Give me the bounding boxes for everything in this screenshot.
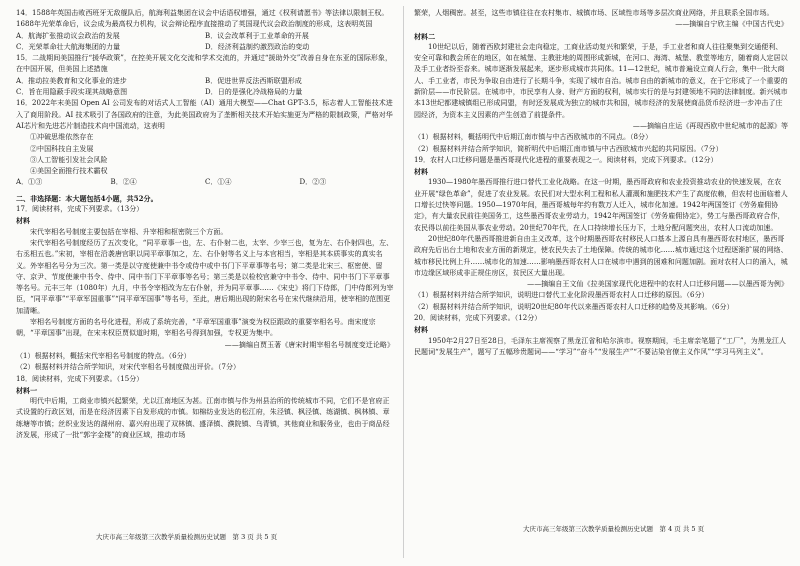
page-footer-left: 大庆市高三年级第三次教学质量检测历史试题 第 3 页 共 5 页 [96, 533, 278, 541]
q16-item-3: ③人工智能引发社会风险 [30, 155, 108, 164]
q18-source-1: ——摘编自宁欣主编《中国古代史》 [675, 20, 788, 29]
q19-para-1: 1930—1980年墨西哥推行进口替代工业化战略。在这一时期，墨西哥政府和农业投资推动农业的快速发展，在农业开展“绿色革命”，促进了农业发展。农民们对大型水利工程和私人灌溉和施肥技术产生了高度依赖，但农村也面临着人口增长过快等问题。1950—1970年间，墨西哥城每年约有数万人迁入，城市化加速。1942年两国签订《劳务雇佣协定》，有大量农民前往美国务工，这些墨西哥农业劳动力，1942年两国签订《劳务雇佣协定》，势工与墨西哥政府合作，农民得以前往美国从事农业劳动。20世纪70年代，在人口持续增长压力下，土地分配问题突出，农村人口流动加速。 [414, 178, 788, 232]
q19-source: ——摘编自王文仙《拉美国家现代化进程中的农村人口迁移问题——以墨西哥为例》 [527, 280, 788, 289]
q17-para-1: 宋代宰相名号制度主要包括在宰相、升宰相和枢密院三个方面。 [30, 227, 228, 236]
q18-heading: 18．阅读材料，完成下列要求。（15分） [16, 374, 144, 383]
q16-option-a: A．①③ [16, 178, 43, 187]
q17-question-1: （1）根据材料，概括宋代宰相名号制度的特点。（6分） [16, 351, 191, 360]
q15-option-c: C．旨在用隐蔽手段实现其战略意图 [16, 88, 128, 97]
q18-material-1-cont: 繁荣，人烟稠密。甚至，这些市镇往往在农村集市、城镇市场、区域性市场等多层次商业网络，并且联系全国市场。 [414, 9, 774, 17]
q15-stem: 15．二战期间美国推行“援华政策”，在控美开展文化交流和学术交流的，并通过“援助外交”改善自身在东亚的国际形象，在中国开展，但美国上述措施 [16, 54, 393, 74]
q17-para-2: 宋代宰相名号制度经历了五次变化，“同平章事一也，左、右仆射二也，太宰、少宰三也，复为左、右仆射四也，左、右丞相五也。”宋初，宰相在沿袭唐官职以同平章事加之，左、右仆射等名义上与本官相当，宰相是其本质事实的真实名义。外宰相名号分为三次。第一类是以守度使兼中书令或侍中或中书门下平章事等名号；第二类是北宋三、枢密使、留守、京尹、节度使兼中书令、侍中、同中书门下平章事等名号；第三类是以检校官兼守中书令、侍中、同中书门下平章事等名号。元丰三年（1080年）九月，中书令宰相改为左右仆射，并为同平章事……《宋史》将门下侍郎，门中侍郎列为宰臣，“同平章事”“平章军国重事”“同平章军国事”等名号，至此，唐后期出现的附宋名号在宋代继续沿用，使宰相的范围更加清晰。 [16, 238, 394, 315]
q17-material-label: 材料 [16, 216, 31, 226]
q17-question-2: （2）根据材料并结合所学知识，对宋代宰相名号制度做出评价。（7分） [16, 363, 241, 372]
left-column [16, 8, 394, 441]
right-column [414, 8, 788, 358]
q14-option-a: A．航海扩张推动议会政治的发展 [16, 31, 120, 40]
q19-para-2: 20世纪80年代墨西哥推进新自由主义改革，这个时期墨西哥农村移民人口基本上源自具有墨西哥农村地区，墨西哥政府先后出台土地和农业方面的新规定，使农民失去了土地保障。传统的城市化……城市通过这个过程逐渐扩展的网络、城市移民比例上升……城市化的加速……影响墨西哥农村人口在城市中遇到的困难和问题加剧。面对农村人口的涌入，城市边缘区域形成非正规住房区，贫民区大量出现。 [414, 234, 788, 277]
q18-material-2-label: 材料二 [414, 31, 436, 41]
q16-stem: 16．2022年末美国 Open AI 公司发布的对话式人工智能（AI）通用大模型——Chat GPT-3.5，标志着人工智能技术进入了商用阶段。AI 技术吸引了各国政府的注意，为此美国政府为了垄断相关技术开始实施更为严格的限制政策，严格对华AI芯片和先进芯片制造技术向中国流动，这表明 [16, 99, 393, 130]
q18-material-2-para: 10世纪以后，随着西欧封建社会走向稳定，工商业活动复兴和繁荣，于是，手工业者和商人往往聚集到交通便利、安全可靠和教会所在的地区，如在城堡、主教驻地的周围形成新城，在河口、海湾、城堡、教堂等地方，随着商人定居以及手工业者纷至沓来。城市逐渐发展起来，逐步形成城市共同体。11—12世纪，城市普遍设立商人行会，集中一批大商人、手工业者，市民为争取自由进行了长期斗争，实现了城市自治。城市自由的新城市的意义，在于它形成了一个重要的新阶层——市民阶层。在城市中，市民享有人身、财产方面的权利，城市实行的是与封建领地不同的法律制度。新兴城市本13世纪都建城镇组已形成同盟，有时还发展成为独立的城市共和国，城市经济的发展使商品货币经济进一步冲击了庄园经济，为资本主义因素的产生创造了前提条件。 [414, 42, 788, 119]
q15-option-a: A．推动拉美教育和文化事业的进步 [16, 76, 127, 85]
q14-option-c: C．光荣革命壮大航海集团的力量 [16, 42, 121, 51]
q15-options [16, 76, 394, 99]
q16-item-2: ②中国科技自主发展 [30, 144, 94, 153]
q16-item-4: ④美国全面推行技术霸权 [30, 167, 108, 176]
q16-option-c: C．①④ [205, 178, 232, 187]
page-footer-right: 大庆市高三年级第三次教学质量检测历史试题 第 4 页 共 5 页 [523, 525, 705, 533]
q18-question-1: （1）根据材料，概括明代中后期江南市镇与中古西欧城市的不同点。（8分） [414, 133, 653, 142]
q16-options [16, 177, 394, 188]
q14-options [16, 31, 394, 54]
q15-option-b: B．促进世界反法西斯联盟形成 [205, 76, 302, 85]
q14-stem: 14．1588年英国击败西班牙无敌舰队后，航海利益集团在议会中话语权增强，通过《权利请愿书》等法律以限制王权。1688年光荣革命后，议会成为最高权力机构，议会辩论程序直接推动了英国现代议会政治制度的形成，这表明英国 [16, 9, 389, 29]
q19-question-1: （1）根据材料并结合所学知识，说明进口替代工业化阶段墨西哥农村人口迁移的原因。（6分） [414, 291, 709, 300]
q17-para-3: 宰相名号制度方面的名号化进程，形成了系统完善，“平章军国重事”演变为权臣跟政的重要宰相名号。南宋度宗朝，“平章国事”出现，在宋末权臣贾似道时期，宰相名号得到加强，专权更为集中。 [16, 318, 376, 338]
q16-item-1: ①冲破思维依然存在 [30, 133, 94, 142]
q14-option-d: D．经济利益制约激烈政治的变动 [205, 42, 310, 51]
q18-material-1-label: 材料一 [16, 385, 38, 395]
q19-question-2: （2）根据材料并结合所学知识，说明20世纪80年代以来墨西哥农村人口迁移的趋势及其影响。（6分） [414, 302, 734, 311]
q14-option-b: B．议会改革利于工业革命的开展 [205, 31, 309, 40]
q18-material-1-para: 明代中后期，工商业市镇兴起繁荣，尤以江南地区为甚。江南市镇与作为州县治所的传统城市不同，它们不是官府正式设置的行政区划，而是在经济因素下自发形成的市镇。如棉纺业发达的松江府，朱泾镇、枫泾镇、练湖镇、枫林镇、章练塘等市镇；丝织业发达的湖州府、嘉兴府出现了双林镇、盛泽镇、濮院镇、乌青镇，其他商业和服务业，也由于商品经济发展，形成了一批“郭字金楼”的商业区域，推动市场 [16, 397, 390, 439]
q20-heading: 20．阅读材料，完成下列要求。（12分） [414, 314, 542, 323]
section-2-heading: 二、非选择题：本大题包括4小题，共52分。 [16, 193, 158, 203]
q15-option-d: D．日的是强化冷战格局的力量 [205, 88, 303, 97]
q18-source-2: ——摘编自庄运《再现西欧中世纪城市的起源》等 [632, 121, 788, 130]
q20-para: 1950年2月27日至28日，毛泽东主席视察了黑龙江省和哈尔滨市。视察期间，毛主席亲笔题了“工厂”，为黑龙江人民题词“发展生产”，题写了五幅珍贵题词——“学习”“奋斗”“发展生产”“不要沾染官僚主义作风”“学习马列主义”。 [414, 336, 786, 356]
q17-heading: 17．阅读材料，完成下列要求。（13分） [16, 205, 144, 214]
q19-heading: 19．农村人口迁移问题是墨西哥现代化进程的重要表现之一。阅读材料，完成下列要求。（12分） [414, 155, 718, 164]
q16-option-b: B．②④ [110, 178, 137, 187]
q19-material-label: 材料 [414, 167, 429, 177]
q18-question-2: （2）根据材料并结合所学知识，简析明代中后期江南市镇与中古西欧城市兴起的共同原因。（7分） [414, 144, 723, 153]
column-divider [403, 6, 404, 558]
q20-material-label: 材料 [414, 325, 429, 335]
q16-option-d: D．②③ [299, 178, 327, 187]
q17-source: ——摘编自贾玉著《唐宋时期宰相名号制度变迁论略》 [224, 340, 394, 349]
